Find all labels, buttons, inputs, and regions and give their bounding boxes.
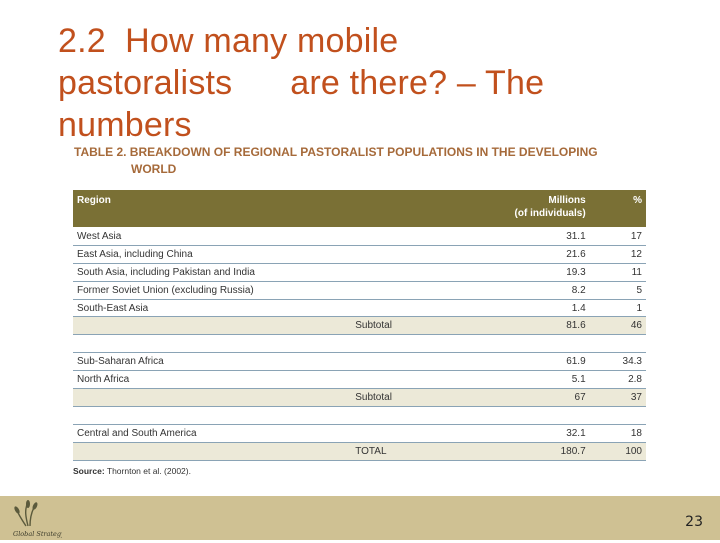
table-row: [73, 281, 646, 299]
table-source: [73, 466, 191, 476]
row-label-cell: [341, 353, 503, 371]
subtotal-row: [73, 389, 646, 407]
percent-cell: [590, 406, 646, 424]
percent-cell: 34.3: [590, 353, 646, 371]
row-label-cell: TOTAL: [341, 442, 503, 460]
percent-cell: 100: [590, 442, 646, 460]
table-row: [73, 228, 646, 246]
organization-logo: [10, 498, 62, 538]
region-cell: [73, 317, 341, 335]
table-row: [73, 299, 646, 317]
percent-cell: [590, 335, 646, 353]
table-body: [73, 228, 646, 461]
region-cell: Central and South America: [73, 424, 341, 442]
table-row: [73, 263, 646, 281]
svg-text:Global Strategy: Global Strategy: [13, 530, 62, 538]
table-row: [73, 371, 646, 389]
region-cell: North Africa: [73, 371, 341, 389]
table-caption-text-line2: WORLD: [131, 162, 177, 176]
millions-cell: [503, 335, 590, 353]
region-cell: [73, 389, 341, 407]
population-table-container: [73, 190, 646, 461]
title-line-3: numbers: [58, 106, 192, 144]
region-cell: South Asia, including Pakistan and India: [73, 263, 341, 281]
title-line-1: 2.2 How many mobile: [58, 22, 399, 60]
percent-cell: 18: [590, 424, 646, 442]
source-text: Thornton et al. (2002).: [106, 466, 191, 476]
row-label-cell: [341, 245, 503, 263]
percent-cell: 12: [590, 245, 646, 263]
percent-cell: 37: [590, 389, 646, 407]
header-region: Region: [73, 190, 503, 228]
region-cell: Sub-Saharan Africa: [73, 353, 341, 371]
row-label-cell: [341, 228, 503, 246]
millions-cell: 81.6: [503, 317, 590, 335]
millions-cell: 19.3: [503, 263, 590, 281]
header-millions-line2: (of individuals): [514, 208, 586, 219]
source-label: Source:: [73, 466, 105, 476]
percent-cell: 11: [590, 263, 646, 281]
page-number: 23: [685, 514, 703, 530]
population-table: [73, 190, 646, 461]
slide-title: [58, 20, 698, 146]
table-caption-text: BREAKDOWN OF REGIONAL PASTORALIST POPULATIONS IN THE DEVELOPING: [129, 145, 598, 159]
row-label-cell: Subtotal: [341, 317, 503, 335]
table-caption: [74, 144, 634, 178]
percent-cell: 5: [590, 281, 646, 299]
millions-cell: 1.4: [503, 299, 590, 317]
grain-sheaf-icon: [10, 498, 62, 538]
millions-cell: 8.2: [503, 281, 590, 299]
millions-cell: 67: [503, 389, 590, 407]
header-percent: %: [590, 190, 646, 228]
table-number: TABLE 2.: [74, 145, 127, 159]
table-row: [73, 424, 646, 442]
region-cell: [73, 406, 341, 424]
percent-cell: 1: [590, 299, 646, 317]
row-label-cell: [341, 281, 503, 299]
millions-cell: 31.1: [503, 228, 590, 246]
blank-row: [73, 406, 646, 424]
blank-row: [73, 335, 646, 353]
region-cell: Former Soviet Union (excluding Russia): [73, 281, 341, 299]
row-label-cell: [341, 371, 503, 389]
region-cell: East Asia, including China: [73, 245, 341, 263]
millions-cell: 61.9: [503, 353, 590, 371]
row-label-cell: Subtotal: [341, 389, 503, 407]
millions-cell: 5.1: [503, 371, 590, 389]
subtotal-row: [73, 317, 646, 335]
millions-cell: 32.1: [503, 424, 590, 442]
percent-cell: 46: [590, 317, 646, 335]
millions-cell: [503, 406, 590, 424]
total-row: [73, 442, 646, 460]
millions-cell: 21.6: [503, 245, 590, 263]
table-row: [73, 245, 646, 263]
percent-cell: 2.8: [590, 371, 646, 389]
row-label-cell: [341, 299, 503, 317]
millions-cell: 180.7: [503, 442, 590, 460]
region-cell: [73, 442, 341, 460]
table-header-row: [73, 190, 646, 228]
region-cell: [73, 335, 341, 353]
region-cell: West Asia: [73, 228, 341, 246]
header-millions: [503, 190, 590, 228]
row-label-cell: [341, 335, 503, 353]
row-label-cell: [341, 406, 503, 424]
percent-cell: 17: [590, 228, 646, 246]
title-line-2: pastoralists are there? – The: [58, 64, 545, 102]
row-label-cell: [341, 424, 503, 442]
header-millions-line1: Millions: [548, 195, 586, 206]
region-cell: South-East Asia: [73, 299, 341, 317]
footer-bar: [0, 496, 720, 540]
row-label-cell: [341, 263, 503, 281]
table-row: [73, 353, 646, 371]
